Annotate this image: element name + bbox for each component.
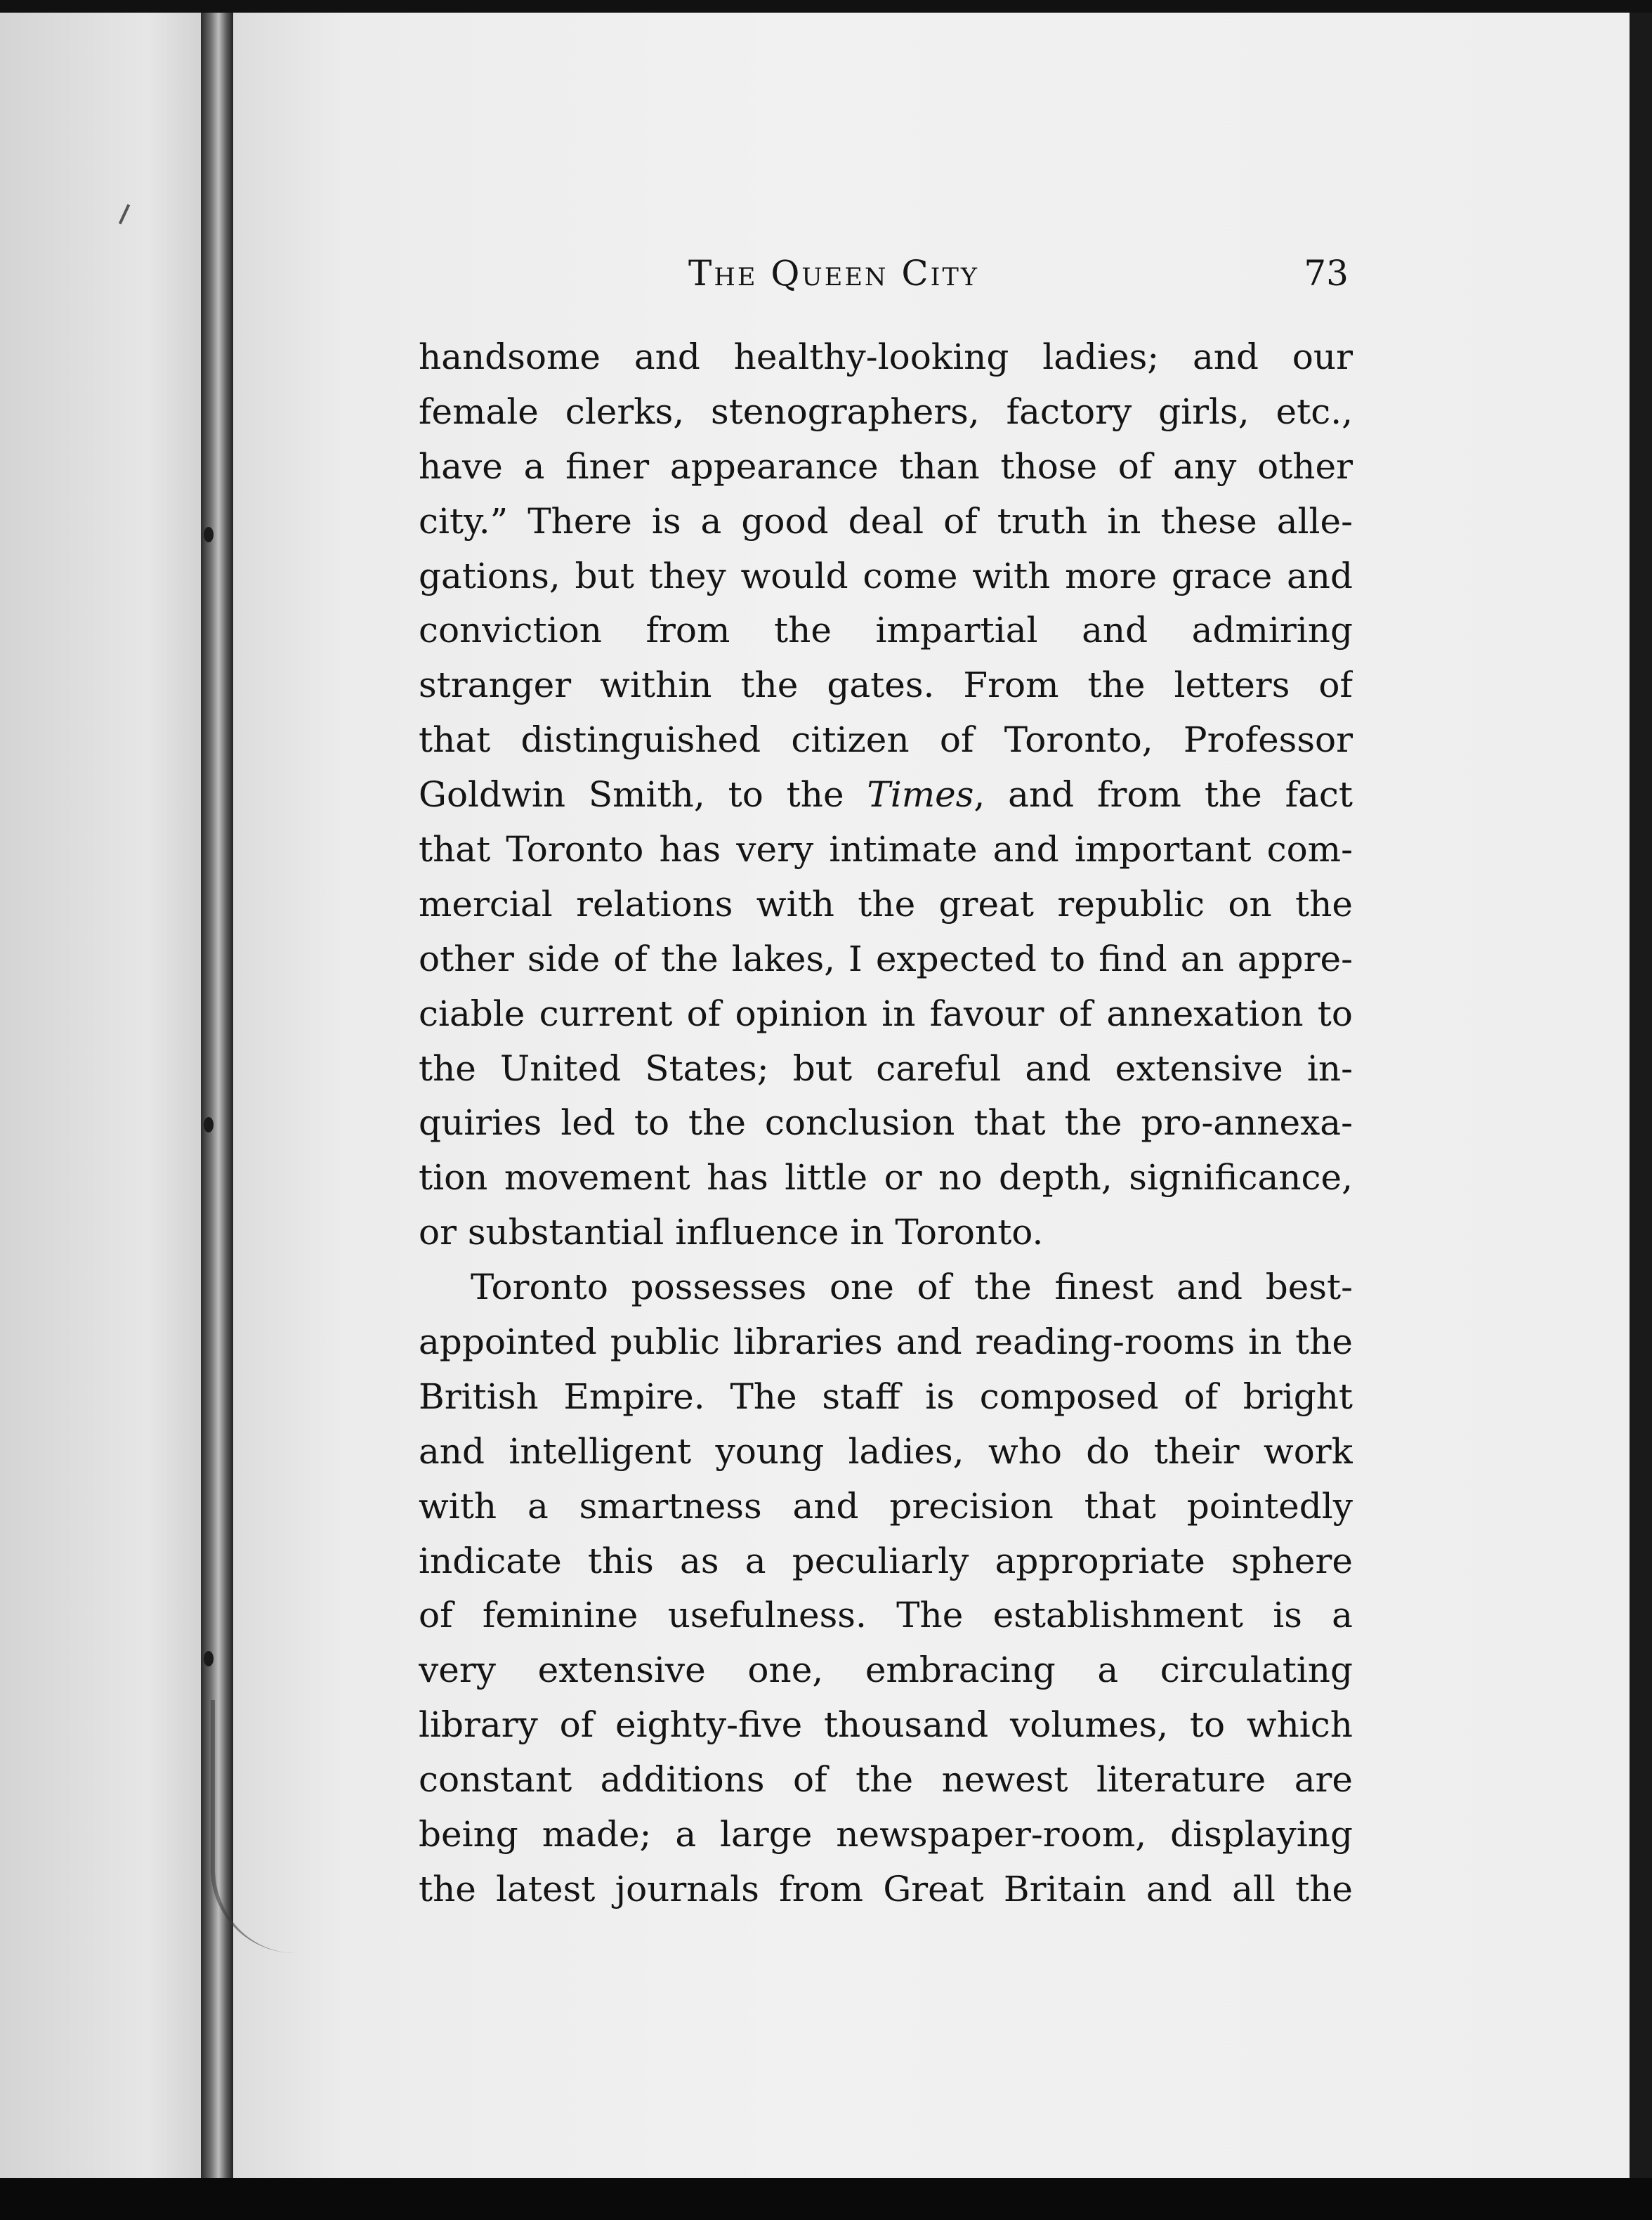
text-line: very extensive one, embracing a circulating	[419, 1650, 1353, 1691]
paragraph	[419, 330, 1353, 1260]
text-line: British Empire. The staff is composed of bright	[419, 1376, 1353, 1417]
text-line: appointed public libraries and reading-rooms in the	[419, 1321, 1353, 1363]
text-line: gations, but they would come with more grace and	[419, 555, 1353, 596]
text-line: and intelligent young ladies, who do their work	[419, 1430, 1353, 1472]
text-line: handsome and healthy-looking ladies; and our	[419, 337, 1353, 377]
text-line: female clerks, stenographers, factory girls, etc.,	[419, 391, 1353, 432]
binding-stitch-mark	[204, 1651, 214, 1666]
paragraph	[419, 1260, 1353, 1917]
body-text	[419, 330, 1353, 1917]
text-line: that distinguished citizen of Toronto, Professor	[419, 719, 1353, 761]
text-line: constant additions of the newest literature are	[419, 1759, 1353, 1801]
scan-bottom-border	[0, 2178, 1652, 2220]
text-line: the United States; but careful and extensive in-	[419, 1047, 1353, 1089]
text-line: with a smartness and precision that pointedly	[419, 1485, 1353, 1527]
text-line: other side of the lakes, I expected to find an appre-	[419, 938, 1353, 979]
scan-top-border	[0, 0, 1652, 13]
scan-right-border	[1630, 13, 1652, 2178]
text-line: or substantial influence in Toronto.	[419, 1212, 1044, 1253]
text-line: Toronto possesses one of the finest and best-	[471, 1267, 1353, 1308]
running-head	[421, 253, 1349, 309]
text-line: Goldwin Smith, to the Times, and from the fact	[419, 774, 1353, 816]
text-line: that Toronto has very intimate and important com-	[419, 829, 1353, 870]
binding-stitch-mark	[204, 1117, 214, 1132]
page-crease	[211, 1700, 327, 1953]
text-line: indicate this as a peculiarly appropriate sphere	[419, 1540, 1353, 1581]
text-line: stranger within the gates. From the letters of	[419, 665, 1353, 706]
text-line: conviction from the impartial and admiring	[419, 610, 1353, 651]
text-line: have a finer appearance than those of any other	[419, 445, 1353, 487]
text-line: of feminine usefulness. The establishment is a	[419, 1595, 1353, 1636]
text-line: city.” There is a good deal of truth in these alle-	[419, 500, 1353, 542]
text-line: tion movement has little or no depth, significance,	[419, 1157, 1353, 1199]
text-line: library of eighty-five thousand volumes, to which	[419, 1704, 1353, 1746]
text-line: ciable current of opinion in favour of annexation to	[419, 993, 1353, 1034]
page-number: 73	[1304, 253, 1349, 294]
binding-stitch-mark	[204, 527, 214, 542]
text-line: quiries led to the conclusion that the pro-annexa-	[419, 1102, 1353, 1144]
text-line: mercial relations with the great republic on the	[419, 883, 1353, 925]
running-head-title: The Queen City	[688, 253, 979, 294]
italic-title: Times	[867, 774, 974, 816]
left-page-leaf	[0, 13, 211, 2178]
text-line: the latest journals from Great Britain and all the	[419, 1868, 1353, 1909]
text-line: being made; a large newspaper-room, displaying	[419, 1814, 1353, 1855]
